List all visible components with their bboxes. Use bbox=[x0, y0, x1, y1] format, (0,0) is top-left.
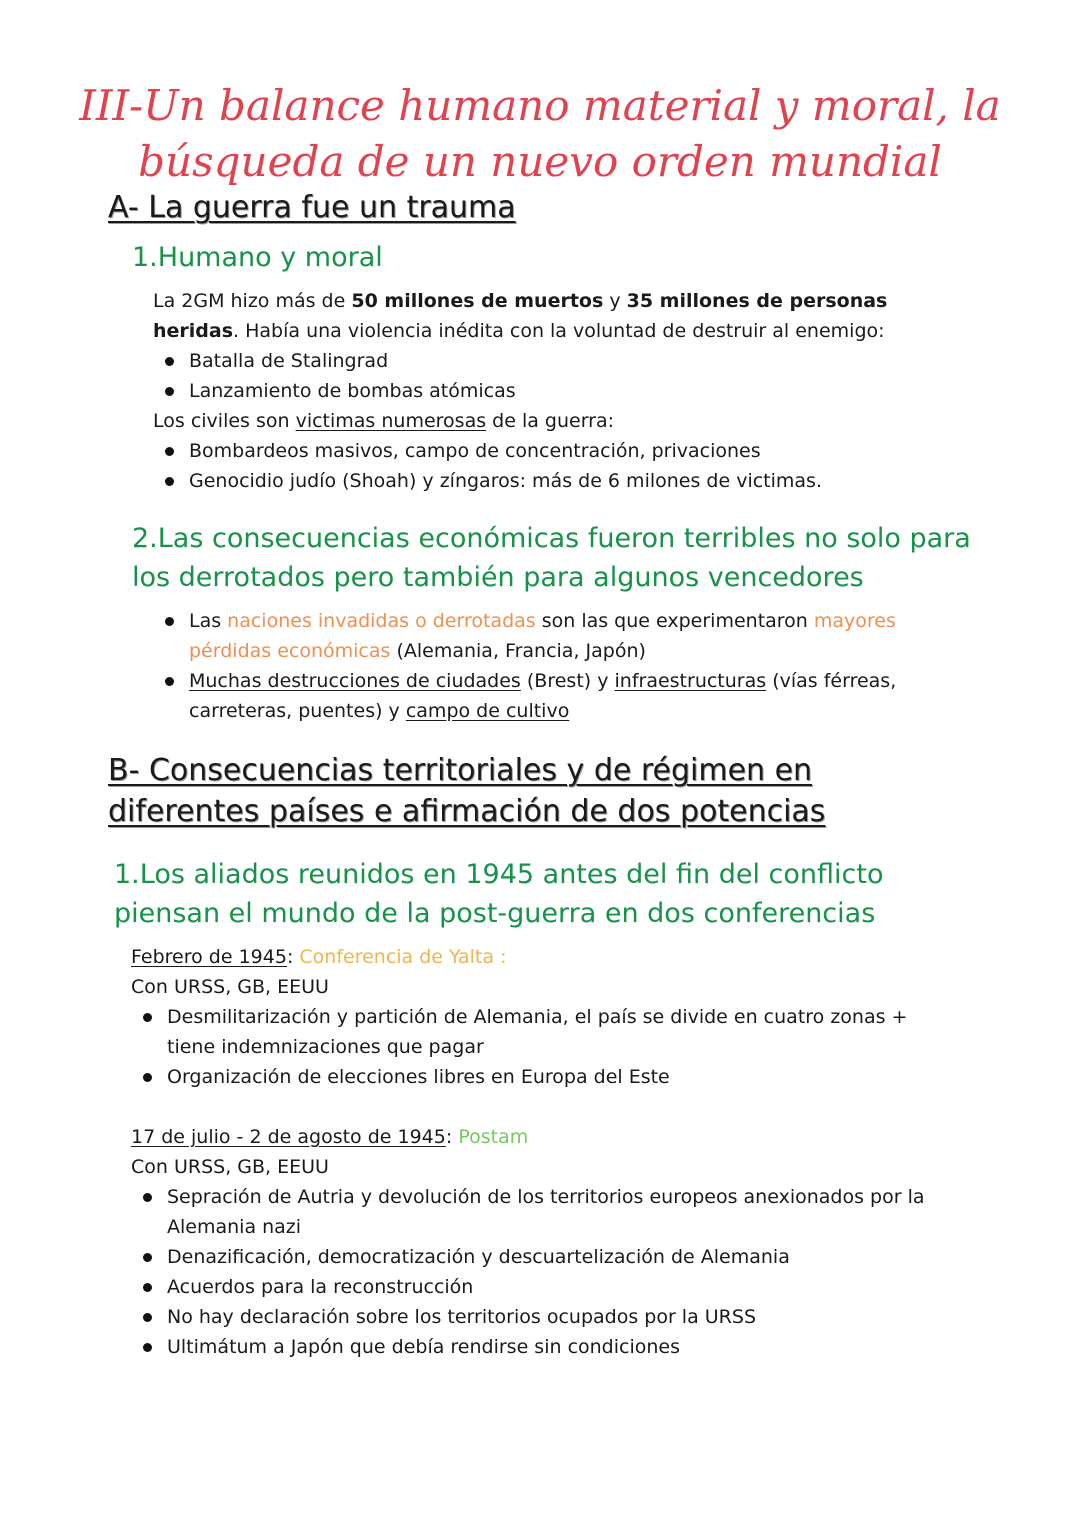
bullet-list bbox=[131, 1182, 961, 1362]
bullet-list bbox=[153, 346, 963, 406]
underlined-text: victimas numerosas bbox=[295, 410, 487, 432]
conference-date: Febrero de 1945 bbox=[131, 946, 287, 968]
section-a2-heading: 2.Las consecuencias económicas fueron terribles no solo para los derrotados pero también para algunos vencedores bbox=[132, 523, 971, 593]
text: y bbox=[603, 290, 627, 312]
text: La 2GM hizo más de bbox=[153, 290, 352, 312]
text: : bbox=[286, 946, 300, 968]
participants: Con URSS, GB, EEUU bbox=[131, 976, 329, 998]
text: (vías férreas, carreteras, puentes) y bbox=[189, 670, 897, 722]
yalta-block bbox=[131, 942, 961, 1092]
section-a-heading: A- La guerra fue un trauma bbox=[108, 190, 516, 225]
postam-block bbox=[131, 1122, 961, 1362]
text: Los civiles son bbox=[153, 410, 296, 432]
paragraph bbox=[153, 406, 963, 436]
list-item bbox=[189, 666, 953, 726]
list-item bbox=[189, 606, 953, 666]
bullet-list bbox=[153, 606, 953, 726]
text: de la guerra: bbox=[486, 410, 615, 432]
page-title: III-Un balance humano material y moral, la búsqueda de un nuevo orden mundial bbox=[79, 81, 1001, 186]
underlined-text: campo de cultivo bbox=[405, 700, 570, 722]
list-item: Organización de elecciones libres en Europa del Este bbox=[167, 1062, 961, 1092]
list-item: Batalla de Stalingrad bbox=[189, 346, 963, 376]
participants: Con URSS, GB, EEUU bbox=[131, 1156, 329, 1178]
conference-name: Conferencia de Yalta : bbox=[299, 946, 507, 968]
conference-line bbox=[131, 942, 961, 972]
list-item: Bombardeos masivos, campo de concentración, privaciones bbox=[189, 436, 963, 466]
section-b-heading: B- Consecuencias territoriales y de régimen en diferentes países e afirmación de dos potencias bbox=[108, 753, 826, 829]
underlined-text: Muchas destrucciones de ciudades bbox=[189, 670, 521, 692]
bullet-list bbox=[153, 436, 963, 496]
section-b1-heading: 1.Los aliados reunidos en 1945 antes del fin del conflicto piensan el mundo de la post-guerra en dos conferencias bbox=[114, 859, 884, 929]
paragraph bbox=[153, 286, 963, 346]
highlight-text: mayores pérdidas económicas bbox=[189, 610, 896, 662]
list-item: Ultimátum a Japón que debía rendirse sin condiciones bbox=[167, 1332, 961, 1362]
bold-text: 50 millones de muertos bbox=[351, 290, 604, 312]
list-item: Denazificación, democratización y descuartelización de Alemania bbox=[167, 1242, 961, 1272]
text: son las que experimentaron bbox=[535, 610, 814, 632]
section-a1-body bbox=[153, 286, 963, 496]
highlight-text: naciones invadidas o derrotadas bbox=[227, 610, 536, 632]
text: Las bbox=[189, 610, 228, 632]
text: (Alemania, Francia, Japón) bbox=[390, 640, 646, 662]
text: . Había una violencia inédita con la voluntad de destruir al enemigo: bbox=[233, 320, 885, 342]
list-item: Sepración de Autria y devolución de los territorios europeos anexionados por la Alemania nazi bbox=[167, 1182, 961, 1242]
list-item: No hay declaración sobre los territorios ocupados por la URSS bbox=[167, 1302, 961, 1332]
section-a2-body bbox=[153, 606, 953, 726]
conference-date: 17 de julio - 2 de agosto de 1945 bbox=[131, 1126, 446, 1148]
bold-text: 35 millones de personas heridas bbox=[153, 290, 888, 342]
list-item: Desmilitarización y partición de Alemania, el país se divide en cuatro zonas + tiene indemnizaciones que pagar bbox=[167, 1002, 961, 1062]
list-item: Genocidio judío (Shoah) y zíngaros: más de 6 milones de victimas. bbox=[189, 466, 963, 496]
text: (Brest) y bbox=[520, 670, 615, 692]
conference-line bbox=[131, 1122, 961, 1152]
section-a1-heading: 1.Humano y moral bbox=[132, 242, 383, 273]
underlined-text: infraestructuras bbox=[614, 670, 767, 692]
bullet-list bbox=[131, 1002, 961, 1092]
list-item: Lanzamiento de bombas atómicas bbox=[189, 376, 963, 406]
list-item: Acuerdos para la reconstrucción bbox=[167, 1272, 961, 1302]
text: : bbox=[445, 1126, 459, 1148]
conference-name: Postam bbox=[458, 1126, 529, 1148]
